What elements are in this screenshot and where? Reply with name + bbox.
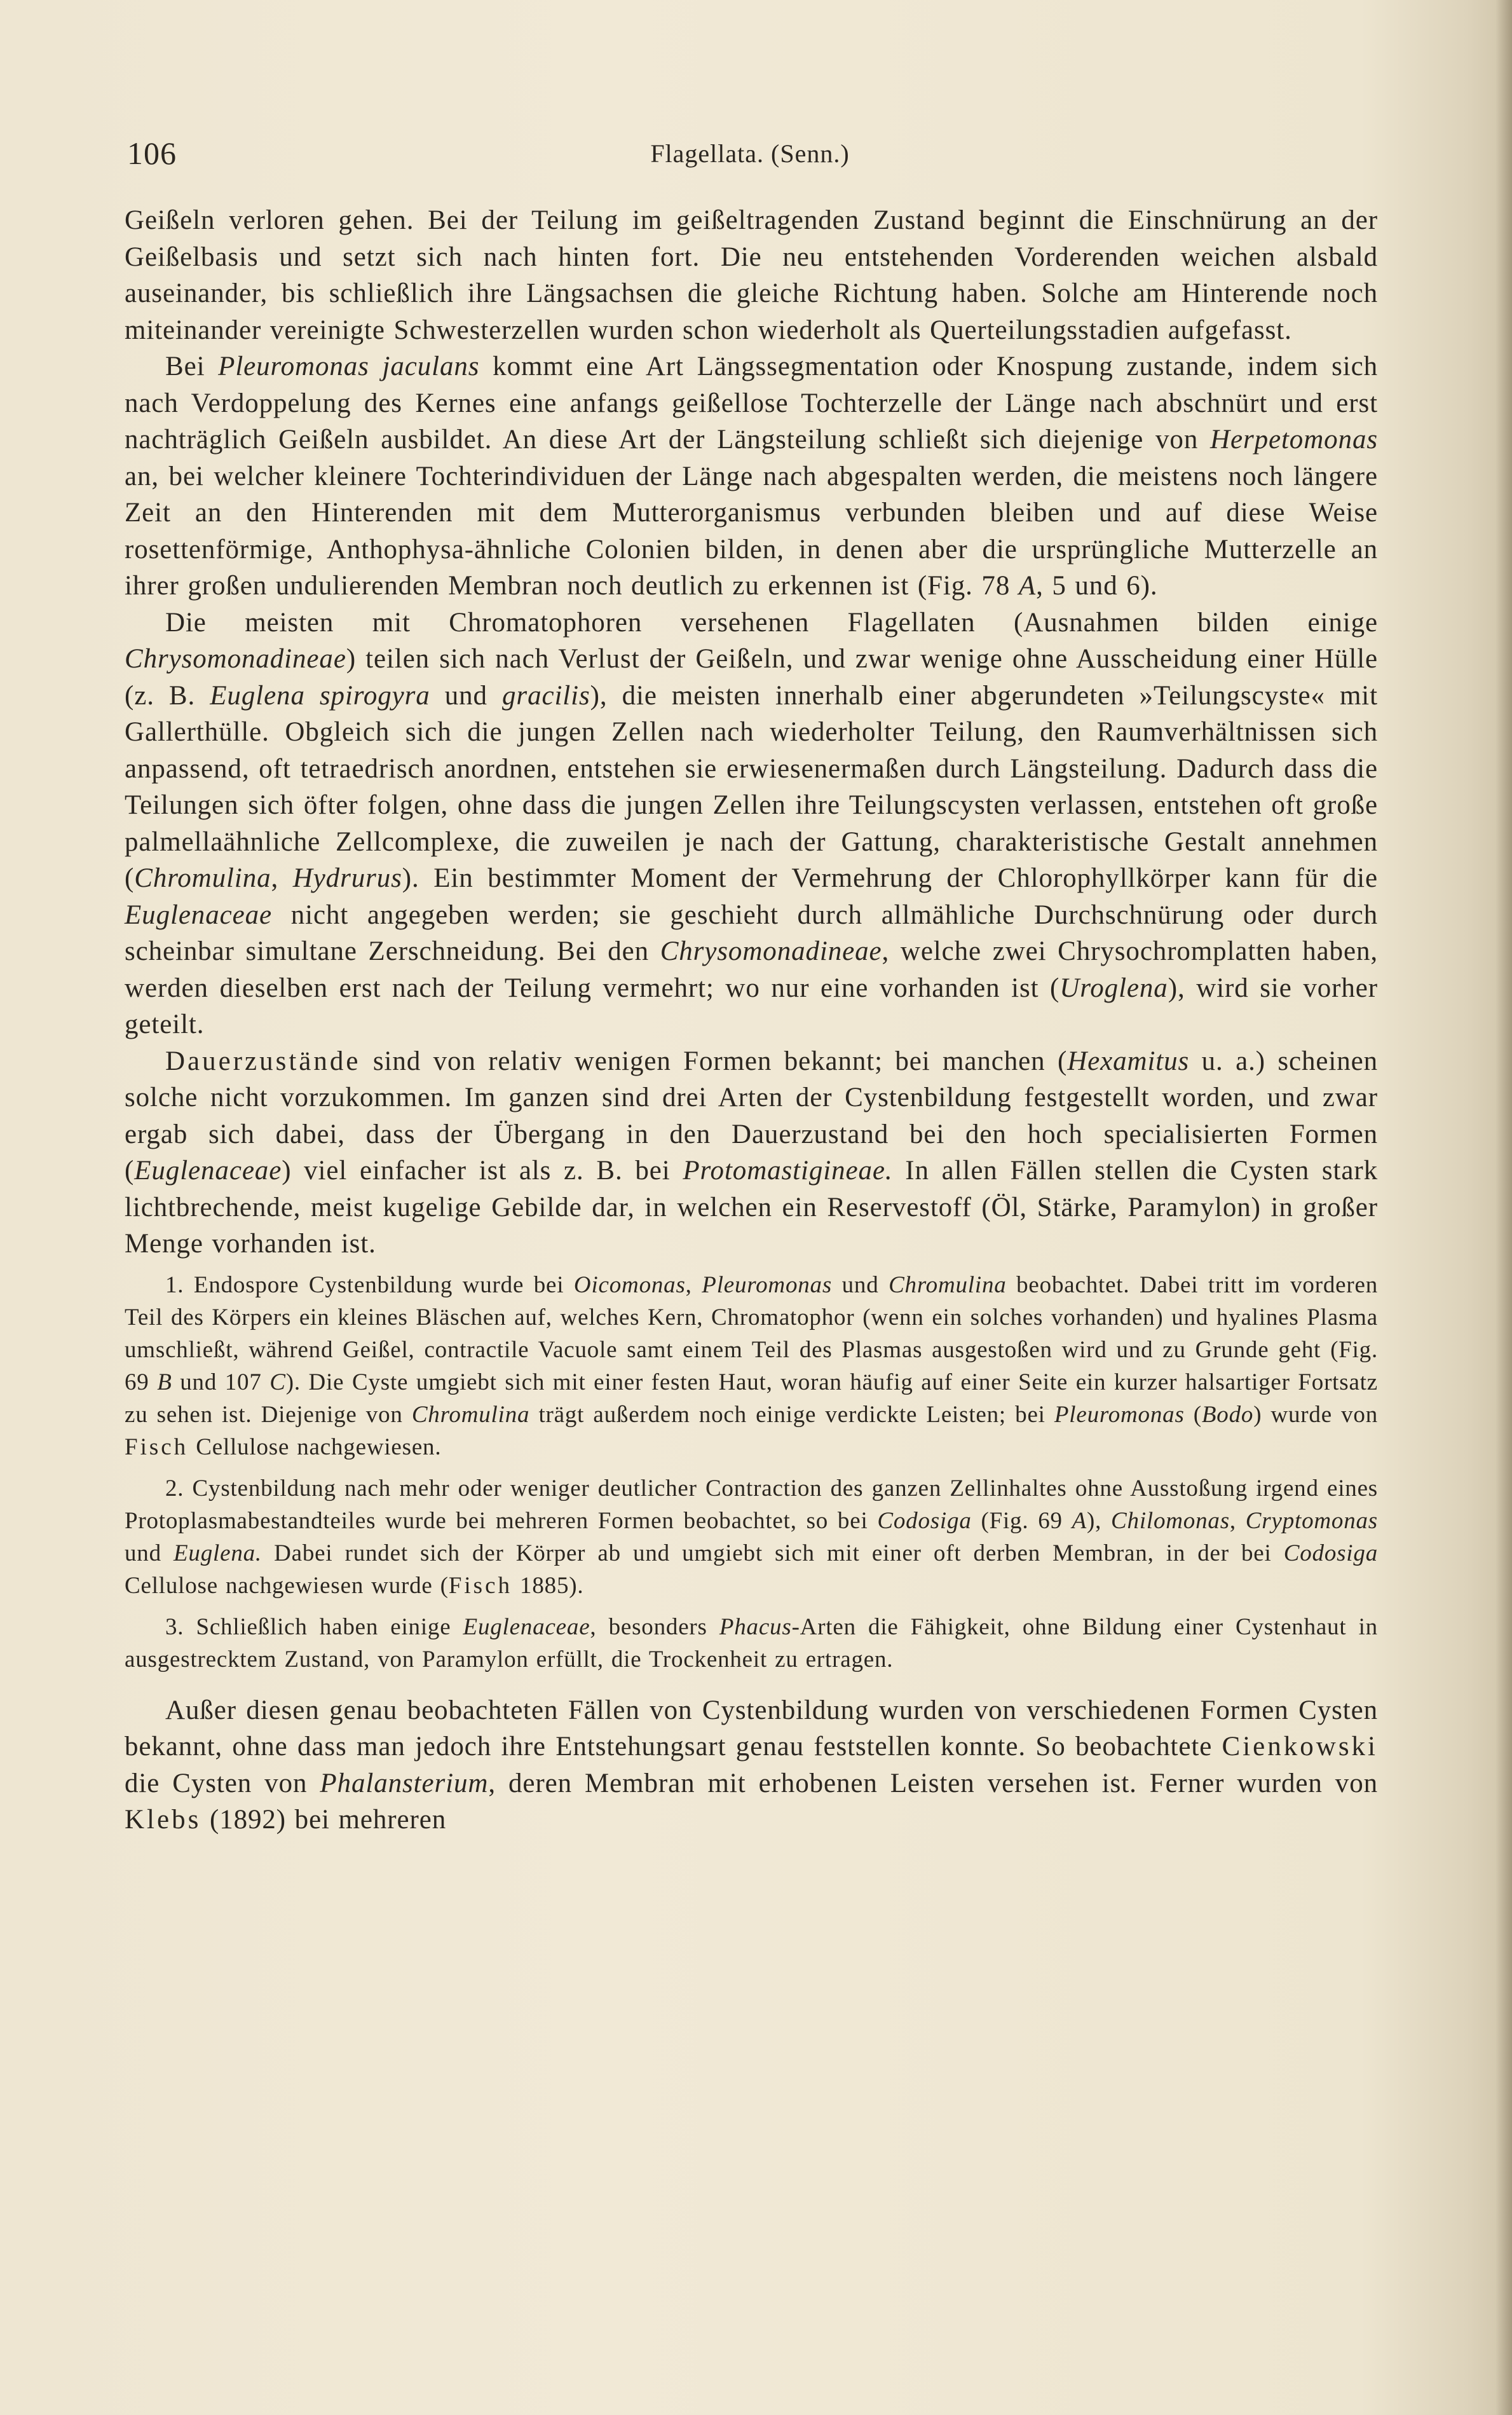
author-name: Fisch xyxy=(448,1572,512,1599)
taxon-name: Euglenaceae xyxy=(134,1156,282,1186)
figure-ref-letter: B xyxy=(157,1369,172,1395)
list-item-2 xyxy=(125,1472,1378,1602)
paragraph-5 xyxy=(125,1692,1378,1838)
taxon-name: Codosiga xyxy=(877,1507,972,1534)
paragraph-3 xyxy=(125,605,1378,1043)
text-run: 1. Endospore Cystenbildung wurde bei xyxy=(165,1271,574,1298)
text-run: Außer diesen genau beobachteten Fällen von Cystenbildung wurden von verschiedenen Formen Cysten bekannt, ohne dass man jedoch ihre Entstehungsart genau feststellen konnte. So beobachtete xyxy=(125,1695,1378,1762)
text-run: 2. Cystenbildung nach mehr oder weniger deutlicher Contraction des ganzen Zellinhaltes ohne Ausstoßung irgend eines Protoplasmabestandteiles wurde bei mehreren Formen beobachtet, so bei xyxy=(125,1475,1378,1534)
text-run: , besonders xyxy=(590,1613,719,1640)
figure-ref-letter: C xyxy=(269,1369,286,1395)
taxon-name: Chrysomonadineae xyxy=(660,936,882,966)
taxon-name: Euglena spirogyra xyxy=(210,680,430,711)
taxon-name: Codosiga xyxy=(1283,1540,1378,1566)
text-run: , xyxy=(271,863,293,893)
running-title: Flagellata. (Senn.) xyxy=(650,139,850,168)
author-name: Fisch xyxy=(125,1433,189,1460)
figure-ref-letter: A xyxy=(1018,571,1037,601)
text-run: 3. Schließlich haben einige xyxy=(165,1613,463,1640)
text-run: , 5 und 6). xyxy=(1036,571,1158,601)
text-run: 1885). xyxy=(512,1572,584,1599)
taxon-name: Pleuromonas jaculans xyxy=(218,352,480,381)
text-run: und xyxy=(832,1271,889,1298)
figure-ref-letter: A xyxy=(1072,1507,1087,1534)
text-run: Bei xyxy=(165,352,219,381)
text-run: sind von relativ wenigen Formen bekannt; bei manchen ( xyxy=(360,1046,1068,1076)
page-header xyxy=(127,135,1373,173)
taxon-name: Uroglena xyxy=(1059,973,1168,1003)
author-name: Cienkowski xyxy=(1222,1732,1378,1762)
taxon-name: Hydrurus xyxy=(292,863,402,893)
text-run: Die meisten mit Chromatophoren versehenen Flagellaten (Ausnahmen bilden einige xyxy=(165,607,1378,638)
text-run: u. a.) scheinen solche nicht vorzukommen. Im ganzen sind drei Arten der Cystenbildung festgestellt worden, und zwar ergab sich dabei, dass der Übergang in den Dauerzustand bei den hoch specialisierten Formen ( xyxy=(125,1046,1378,1186)
text-run: , welche zwei Chrysochromplatten haben, werden dieselben erst nach der Teilung vermehrt; wo nur eine vorhanden ist ( xyxy=(125,936,1378,1003)
text-run: Dabei rundet sich der Körper ab und umgiebt sich mit einer oft derben Membran, in der bei xyxy=(261,1540,1284,1566)
taxon-name: Oicomonas xyxy=(573,1271,686,1298)
text-run: (1892) bei mehreren xyxy=(201,1805,447,1835)
taxon-name: Hexamitus xyxy=(1067,1046,1190,1076)
text-run: (Fig. 69 xyxy=(971,1507,1072,1534)
taxon-name: Chromulina xyxy=(134,863,271,893)
taxon-name: gracilis xyxy=(502,680,590,711)
page-number: 106 xyxy=(127,135,177,171)
text-run: die Cysten von xyxy=(125,1768,320,1798)
text-run: , xyxy=(685,1271,702,1298)
text-run: ) wurde von xyxy=(1253,1401,1378,1428)
text-run: ( xyxy=(1184,1401,1202,1428)
text-run: ) teilen sich nach Verlust der Geißeln, und zwar wenige ohne Ausscheidung einer Hülle (z. B. xyxy=(125,644,1378,711)
text-run: trägt außerdem noch einige verdickte Leisten; bei xyxy=(529,1401,1054,1428)
taxon-name: Chrysomonadineae xyxy=(125,644,346,674)
taxon-name: Cryptomonas xyxy=(1245,1507,1378,1534)
text-run: -Arten die Fähigkeit, ohne Bildung einer Cystenhaut in ausgestrecktem Zustand, von Paramylon erfüllt, die Trockenheit zu ertragen. xyxy=(125,1613,1378,1673)
list-item-3 xyxy=(125,1611,1378,1676)
taxon-name: Herpetomonas xyxy=(1210,425,1378,455)
taxon-name: Euglena. xyxy=(174,1540,262,1566)
taxon-name: Pleuromonas xyxy=(702,1271,833,1298)
text-run: In allen Fällen stellen die Cysten stark lichtbrechende, meist kugelige Gebilde dar, in welchen ein Reservestoff (Öl, Stärke, Paramylon) in großer Menge vorhanden ist. xyxy=(125,1156,1378,1259)
text-run: nicht angegeben werden; sie geschieht durch allmähliche Durchschnürung oder durch scheinbar simultane Zerschneidung. Bei den xyxy=(125,900,1378,966)
body-text xyxy=(125,202,1378,1838)
taxon-name: Phalansterium xyxy=(320,1768,489,1798)
text-run: und 107 xyxy=(172,1369,270,1395)
text-run: kommt eine Art Längssegmentation oder Knospung zustande, indem sich nach Verdoppelung des Kernes eine anfangs geißellose Tochterzelle der Länge nach abschnürt und erst nachträglich Geißeln ausbildet. An diese Art der Längsteilung schließt sich diejenige von xyxy=(125,352,1379,455)
paragraph-4 xyxy=(125,1043,1378,1262)
taxon-name: Euglenaceae xyxy=(125,900,272,930)
taxon-name: Bodo xyxy=(1201,1401,1254,1428)
text-run: und xyxy=(430,680,503,711)
taxon-name: Protomastigineae. xyxy=(683,1156,893,1186)
text-run: Cellulose nachgewiesen wurde ( xyxy=(125,1572,449,1599)
text-run: , deren Membran mit erhobenen Leisten versehen ist. Ferner wurden von xyxy=(488,1768,1378,1798)
text-run: Cellulose nachgewiesen. xyxy=(188,1433,442,1460)
taxon-name: Chromulina xyxy=(889,1271,1007,1298)
text-run: ), wird sie vorher geteilt. xyxy=(125,973,1378,1039)
text-run: an, bei welcher kleinere Tochterindividuen der Länge nach abgespalten werden, die meistens noch längere Zeit an den Hinterenden mit dem Mutterorganismus verbunden bleiben und auf diese Weise rosettenförmige, Anthophysa-ähnliche Colonien bilden, in denen aber die ursprüngliche Mutterzelle an ihrer großen undulierenden Membran noch deutlich zu erkennen ist (Fig. 78 xyxy=(125,461,1378,601)
spaced-term: Dauerzustände xyxy=(165,1046,361,1076)
page-edge-shadow xyxy=(1495,0,1512,2415)
text-run: ) viel einfacher ist als z. B. bei xyxy=(282,1156,683,1186)
taxon-name: Chilomonas xyxy=(1111,1507,1230,1534)
paragraph-1: Geißeln verloren gehen. Bei der Teilung im geißeltragenden Zustand beginnt die Einschnürung an der Geißelbasis und setzt sich nach hinten fort. Die neu entstehenden Vorderenden weichen alsbald auseinander, bis schließlich ihre Längsachsen die gleiche Richtung haben. Solche am Hinterende noch miteinander vereinigte Schwesterzellen wurden schon wiederholt als Querteilungsstadien aufgefasst. xyxy=(125,205,1378,345)
author-name: Klebs xyxy=(125,1805,201,1835)
taxon-name: Pleuromonas xyxy=(1054,1401,1185,1428)
paragraph-2 xyxy=(125,348,1378,605)
text-run: ). Ein bestimmter Moment der Vermehrung der Chlorophyllkörper kann für die xyxy=(402,863,1378,893)
list-item-1 xyxy=(125,1269,1378,1463)
text-run: , xyxy=(1229,1507,1246,1534)
taxon-name: Chromulina xyxy=(411,1401,530,1428)
taxon-name: Phacus xyxy=(719,1613,792,1640)
text-run: ). Die Cyste umgiebt sich mit einer festen Haut, woran häufig auf einer Seite ein kurzer halsartiger Fortsatz zu sehen ist. Diejenige von xyxy=(125,1369,1378,1428)
text-run: ), die meisten innerhalb einer abgerundeten »Teilungscyste« mit Gallerthülle. Obgleich sich die jungen Zellen nach wiederholter Teilung, den Raumverhältnissen sich anpassend, oft tetraedrisch anordnen, entstehen sie erwiesenermaßen durch Längsteilung. Dadurch dass die Teilungen sich öfter folgen, ohne dass die jungen Zellen ihre Teilungscysten verlassen, entstehen oft große palmellaähnliche Zellcomplexe, die zuweilen je nach der Gattung, charakteristische Gestalt annehmen ( xyxy=(125,680,1378,893)
text-run: beobachtet. Dabei tritt im vorderen Teil des Körpers ein kleines Bläschen auf, welches Kern, Chromatophor (wenn ein solches vorhanden) und hyalines Plasma umschließt, während Geißel, contractile Vacuole samt einem Teil des Plasmas ausgestoßen wird und zu Grunde geht (Fig. 69 xyxy=(125,1271,1379,1395)
text-run: und xyxy=(125,1540,174,1566)
text-run: ), xyxy=(1087,1507,1112,1534)
taxon-name: Euglenaceae xyxy=(463,1613,590,1640)
